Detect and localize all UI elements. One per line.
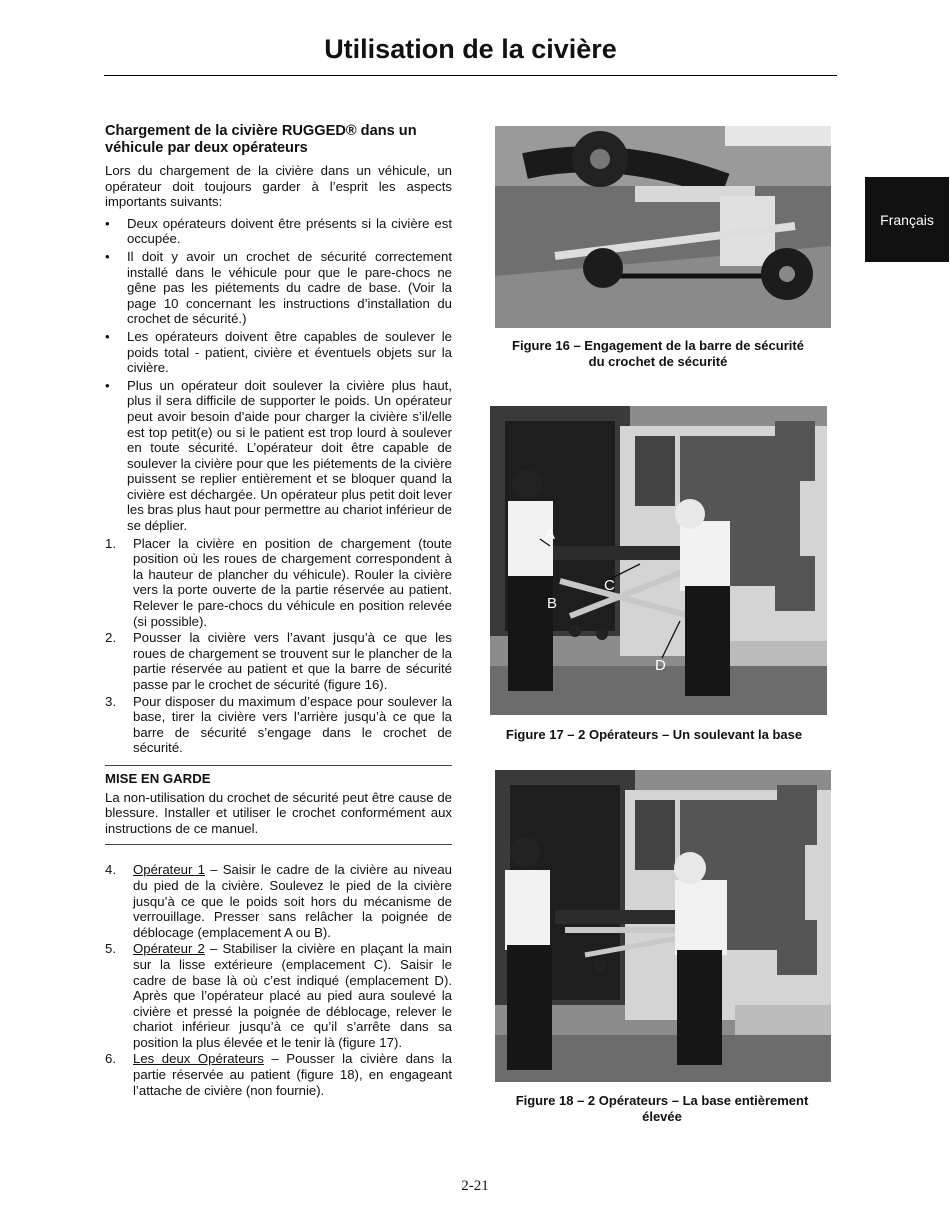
figure-16-photo (495, 126, 831, 328)
language-tab-label: Français (880, 211, 934, 228)
page-number: 2-21 (461, 1178, 489, 1194)
step-role: Opérateur 2 (133, 941, 205, 957)
warning-text: La non-utilisation du crochet de sécurité peut être cause de blessure. Installer et utiliser le crochet conformément aux instructions de ce manuel. (105, 789, 452, 836)
intro-paragraph: Lors du chargement de la civière dans un véhicule, un opérateur doit toujours garder à l’esprit les aspects importants suivants: (105, 163, 452, 210)
step-number: 4. (105, 862, 116, 878)
steps-list-a (105, 536, 452, 756)
section-heading: Chargement de la civière RUGGED® dans un véhicule par deux opérateurs (105, 123, 417, 156)
step-number: 2. (105, 630, 116, 646)
step-item (105, 694, 452, 756)
figure-17-label-d: D (655, 657, 666, 674)
bullet-list (105, 216, 452, 534)
warning-box (105, 765, 452, 845)
main-text-column (105, 123, 452, 1099)
bullet-text: Il doit y avoir un crochet de sécurité correctement installé dans le véhicule pour que le pare-chocs ne gêne pas les piétements du cadre de base. (Voir la page 10 concernant les instructions d’installation du crochet de sécurité.) (127, 248, 452, 327)
step-number: 3. (105, 693, 116, 709)
bullet-item (105, 216, 452, 247)
bullet-symbol: • (105, 248, 110, 264)
bullet-text: Deux opérateurs doivent être présents si la civière est occupée. (127, 215, 452, 247)
step-text: – Stabiliser la civière en plaçant la main sur la lisse extérieure (emplacement C). Saisir le cadre de base là où c’est indiqué (emplacement D). Après que l’opérateur placé au pied aura soulevé la civière et pressé la poignée de déblocage, relever le chariot inférieur jusqu’à ce qu’il s’arrête dans sa position la plus élevée et le tenir là (figure 17). (133, 941, 453, 1050)
step-role: Les deux Opérateurs (133, 1051, 264, 1067)
figure-18-caption (492, 1093, 832, 1125)
warning-heading: MISE EN GARDE (105, 770, 211, 786)
two-operators-base-raised-illustration (495, 770, 831, 1082)
figure-18-photo (495, 770, 831, 1082)
bullet-text: Les opérateurs doivent être capables de soulever le poids total - patient, civière et éventuels objets sur la civière. (127, 328, 452, 376)
language-tab (865, 177, 949, 262)
figure-17-label-b: B (547, 595, 558, 612)
caption-line: Figure 16 – Engagement de la barre de sécurité (512, 338, 804, 353)
stretcher-safety-bar-illustration (495, 126, 831, 328)
bullet-item (105, 329, 452, 376)
step-number: 1. (105, 535, 116, 551)
step-item (105, 1051, 452, 1098)
step-item (105, 630, 452, 692)
caption-line: du crochet de sécurité (588, 354, 728, 369)
bullet-text: Plus un opérateur doit soulever la civière plus haut, plus il sera difficile de supporter le poids. Un opérateur peut avoir besoin d’aide pour charger la civière s’il/elle est top petit(e) ou si le patient est trop lourd à soulever en toute sécurité. L’opérateur doit être capable de soulever la civière pour que les piétements de la civière puissent se replier entièrement et se bloquer quand la civière est déchargée. Un opérateur plus petit doit lever les bras plus haut pour permettre au chariot inférieur de se déplier. (127, 377, 452, 534)
page-title: Utilisation de la civière (324, 34, 617, 64)
step-item (105, 536, 452, 630)
caption-line: Figure 17 – 2 Opérateurs – Un soulevant la base (505, 727, 803, 742)
bullet-symbol: • (105, 215, 110, 231)
step-item (105, 941, 452, 1050)
step-text: Pousser la civière vers l’avant jusqu’à ce que les roues de chargement se trouvent sur le plancher de la partie réservée au patient et que la barre de sécurité passe par le crochet de sécurité (figure 16). (133, 630, 452, 692)
step-number: 6. (105, 1051, 116, 1067)
caption-line: Figure 18 – 2 Opérateurs – La base entièrement (515, 1093, 809, 1108)
step-text: – Pousser la civière dans la partie réservée au patient (figure 18), en engageant l’attache de civière (non fournie). (133, 1051, 452, 1098)
caption-line: élevée (642, 1109, 682, 1124)
two-operators-lifting-base-illustration (490, 406, 827, 715)
step-text: Pour disposer du maximum d’espace pour soulever la base, tirer la civière vers l’arrière jusqu’à ce que la barre de sécurité s’engage dans le crochet de sécurité. (133, 693, 452, 756)
figure-16-caption (488, 338, 828, 370)
bullet-symbol: • (105, 377, 110, 393)
step-text: – Saisir le cadre de la civière au niveau du pied de la civière. Soulevez le pied de la civière jusqu’à ce que le poids soit hors du mécanisme de verrouillage. Presser sans relâcher la poignée de déblocage (emplacement A ou B). (133, 862, 453, 940)
figure-17-label-a: A (545, 526, 556, 543)
steps-list-b (105, 862, 452, 1098)
figure-17-photo (490, 406, 827, 715)
bullet-item (105, 249, 452, 327)
step-number: 5. (105, 941, 116, 957)
step-text: Placer la civière en position de chargement (toute position où les roues de chargement correspondent à la hauteur de plancher du véhicule). Rouler la civière vers la porte ouverte de la partie réservée au patient. Relever le pare-chocs du véhicule en position relevée (si possible). (133, 535, 452, 629)
title-rule (104, 75, 837, 76)
bullet-symbol: • (105, 328, 110, 344)
figure-17-label-c: C (604, 577, 615, 594)
bullet-item (105, 378, 452, 534)
step-item (105, 862, 452, 940)
step-role: Opérateur 1 (133, 862, 205, 878)
figure-17-caption (484, 727, 824, 743)
